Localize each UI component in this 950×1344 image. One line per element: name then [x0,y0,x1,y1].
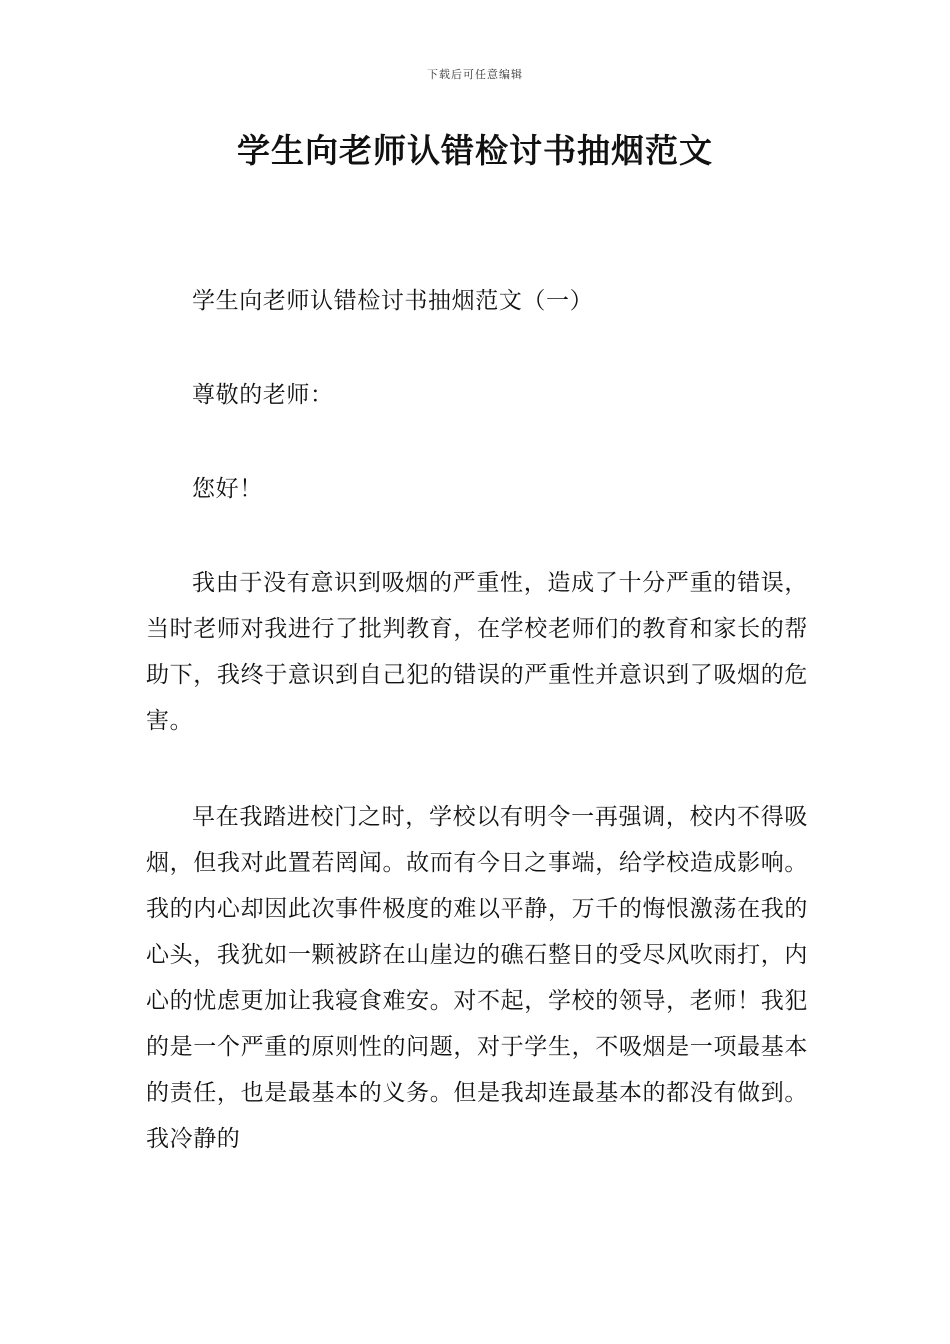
body-paragraph: 早在我踏进校门之时，学校以有明令一再强调，校内不得吸烟，但我对此置若罔闻。故而有今日之事端，给学校造成影响。我的内心却因此次事件极度的难以平静，万千的悔恨激荡在我的心头，我犹如一颗被跻在山崖边的礁石整日的受尽风吹雨打，内心的忧虑更加让我寝食难安。对不起，学校的领导，老师！我犯的是一个严重的原则性的问题，对于学生，不吸烟是一项最基本的责任，也是最基本的义务。但是我却连最基本的都没有做到。我冷静的 [146,804,808,1152]
salutation: 尊敬的老师： [192,382,334,408]
document-body [146,278,808,1162]
section-heading: 学生向老师认错检讨书抽烟范文（一） [192,288,594,314]
body-paragraph: 我由于没有意识到吸烟的严重性，造成了十分严重的错误，当时老师对我进行了批判教育，在学校老师们的教育和家长的帮助下，我终于意识到自己犯的错误的严重性并意识到了吸烟的危害。 [146,570,808,734]
header-note: 下载后可任意编辑 [427,68,523,81]
document-title: 学生向老师认错检讨书抽烟范文 [237,131,713,170]
greeting: 您好！ [192,476,263,502]
